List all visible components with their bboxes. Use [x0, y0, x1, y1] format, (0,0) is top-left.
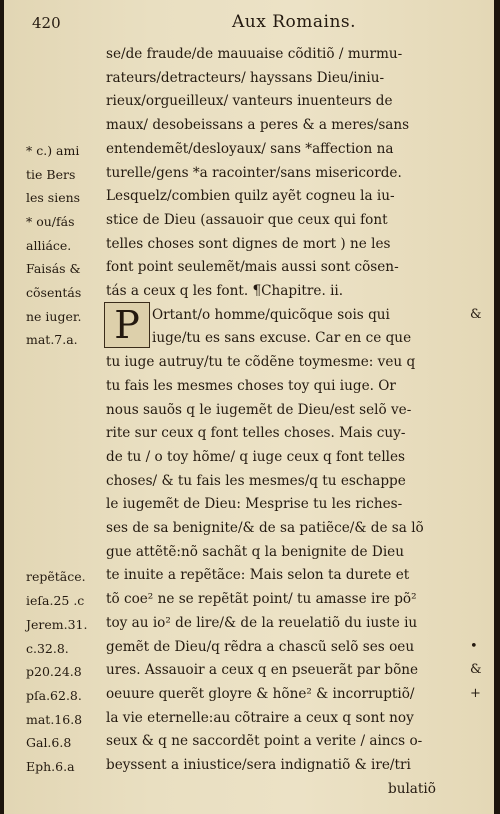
- right-margin-mark: &: [470, 662, 482, 678]
- margin-note: Faisás &: [26, 261, 81, 277]
- body-text: seux & q ne saccordẽt point a verite / aincs o-: [106, 733, 423, 750]
- body-text: se/de fraude/de mauuaise cõditiõ / murmu-: [106, 46, 403, 62]
- body-text: tu iuge autruy/tu te cõdẽne toymesme: veu q: [106, 354, 416, 371]
- margin-note: Gal.6.8: [26, 735, 72, 751]
- body-text: rateurs/detracteurs/ hayssans Dieu/iniu-: [106, 69, 385, 86]
- text-line: [4, 565, 494, 589]
- body-text: telles choses sont dignes de mort ) ne les: [106, 235, 391, 252]
- margin-note: pſa.62.8.: [26, 687, 82, 703]
- body-text: beyssent a iniustice/sera indignatiõ & ire/tri: [106, 757, 411, 773]
- text-line: [4, 471, 494, 495]
- margin-note: Eph.6.a: [26, 759, 75, 774]
- body-text: le iugemẽt de Dieu: Mesprise tu les riches-: [106, 496, 403, 513]
- body-text: te inuite a repẽtãce: Mais selon ta durete et: [106, 567, 410, 584]
- text-line: [4, 542, 494, 566]
- body-text: de tu / o toy hõme/ q iuge ceux q font telles: [106, 448, 406, 465]
- body-text: entendemẽt/desloyaux/ sans *affection na: [106, 140, 394, 157]
- text-line: [4, 779, 494, 803]
- text-line: [4, 400, 494, 424]
- page-number: 420: [32, 14, 61, 32]
- body-text: choses/ & tu fais les mesmes/q tu eschappe: [106, 472, 406, 489]
- book-page: [4, 0, 494, 814]
- margin-note: mat.16.8: [26, 711, 83, 727]
- text-line: [4, 305, 494, 329]
- text-line: [4, 68, 494, 92]
- text-line: [4, 708, 494, 732]
- text-line: [4, 163, 494, 187]
- margin-note: * ou/fás: [26, 213, 75, 229]
- text-line: [4, 91, 494, 115]
- margin-note: Jerem.31.: [26, 616, 88, 632]
- body-text: tõ coe² ne se repẽtãt point/ tu amasse ire põ²: [106, 591, 417, 608]
- text-line: [4, 660, 494, 684]
- text-line: [4, 139, 494, 163]
- text-line: [4, 494, 494, 518]
- body-text: rite sur ceux q font telles choses. Mais cuy-: [106, 425, 406, 442]
- text-line: [4, 115, 494, 139]
- text-line: [4, 423, 494, 447]
- body-text: oeuure querẽt gloyre & hõne² & incorruptiõ/: [106, 685, 415, 702]
- text-line: [4, 447, 494, 471]
- margin-note: les siens: [26, 190, 81, 206]
- text-line: [4, 186, 494, 210]
- body-text: iuge/tu es sans excuse. Car en ce que: [152, 330, 412, 347]
- text-line: [4, 518, 494, 542]
- body-text: turelle/gens *a racointer/sans misericorde.: [106, 164, 402, 181]
- body-text: ures. Assauoir a ceux q en pseuerãt par bõne: [106, 662, 419, 679]
- body-text: gue attẽtẽ:nõ sachãt q la benignite de Dieu: [106, 543, 404, 560]
- text-line: [4, 684, 494, 708]
- text-line: [4, 210, 494, 234]
- text-line: [4, 637, 494, 661]
- body-text: rieux/orgueilleux/ vanteurs inuenteurs de: [106, 93, 393, 110]
- body-text: nous sauõs q le iugemẽt de Dieu/est selõ ve-: [106, 401, 412, 418]
- right-margin-mark: •: [470, 638, 478, 654]
- body-text: Ortant/o homme/quicõque sois qui: [152, 306, 390, 323]
- body-text: ses de sa benignite/& de sa patiẽce/& de sa lõ: [106, 520, 424, 536]
- margin-note: p20.24.8: [26, 664, 82, 680]
- text-line: [4, 755, 494, 779]
- margin-note: tie Bers: [26, 166, 76, 182]
- body-text: gemẽt de Dieu/q rẽdra a chascũ selõ ses oeu: [106, 638, 415, 655]
- body-text: toy au io² de lire/& de la reuelatiõ du iuste iu: [106, 614, 418, 631]
- text-line: [4, 613, 494, 637]
- right-margin-mark: +: [470, 685, 481, 701]
- page-header: [4, 10, 494, 38]
- text-line: [4, 328, 494, 352]
- margin-note: repẽtãce.: [26, 569, 86, 585]
- body-text: maux/ desobeissans a peres & a meres/sans: [106, 117, 410, 134]
- margin-note: mat.7.a.: [26, 332, 78, 348]
- body-text: bulatiõ: [388, 780, 436, 797]
- margin-note: ieſa.25 .c: [26, 593, 85, 609]
- body-text: tu fais les mesmes choses toy qui iuge. Or: [106, 377, 396, 394]
- text-line: [4, 257, 494, 281]
- body-text: la vie eternelle:au cõtraire a ceux q sont noy: [106, 709, 414, 726]
- right-margin-mark: &: [470, 306, 482, 322]
- margin-note: * c.) ami: [26, 142, 80, 158]
- text-line: [4, 731, 494, 755]
- text-line: [4, 234, 494, 258]
- text-line: [4, 376, 494, 400]
- body-text: tás a ceux q les font. ¶Chapitre. ii.: [106, 283, 344, 299]
- margin-note: ne iuger.: [26, 308, 82, 324]
- margin-note: cõsentás: [26, 285, 82, 300]
- running-head: Aux Romains.: [232, 12, 357, 32]
- body-text: font point seulemẽt/mais aussi sont cõsen-: [106, 259, 399, 276]
- body-text: Lesquelz/combien quilz ayẽt cogneu la iu-: [106, 188, 395, 205]
- margin-note: alliáce.: [26, 237, 72, 253]
- margin-note: c.32.8.: [26, 640, 69, 656]
- text-line: [4, 44, 494, 68]
- text-line: [4, 281, 494, 305]
- text-line: [4, 589, 494, 613]
- decorated-initial: P: [104, 302, 150, 348]
- body-text: stice de Dieu (assauoir que ceux qui font: [106, 211, 388, 228]
- text-line: [4, 352, 494, 376]
